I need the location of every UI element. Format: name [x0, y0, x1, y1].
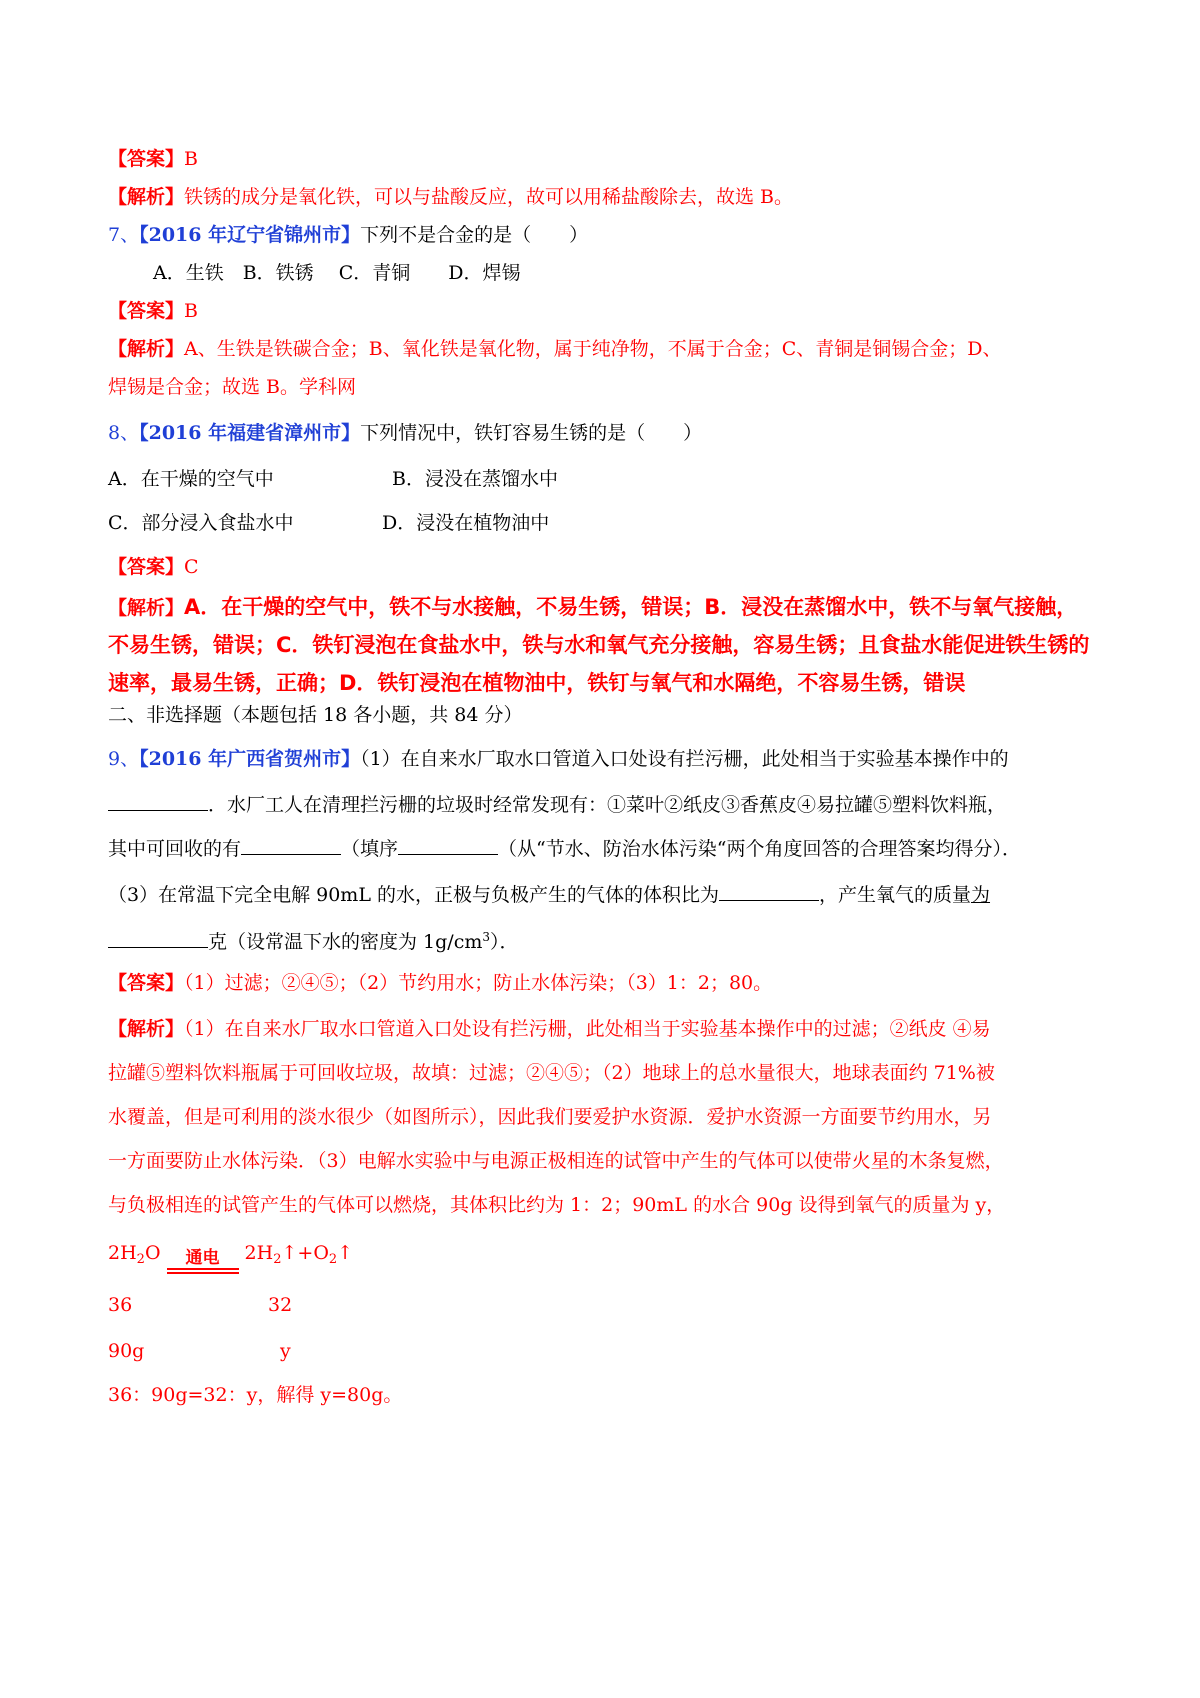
q8-answer: [108, 554, 199, 580]
answer-value: B: [184, 148, 198, 170]
question-source: 【2016 年广西省贺州市】: [139, 748, 361, 770]
q9-stem-line5: [108, 924, 519, 955]
answer-value: C: [184, 556, 199, 578]
question-number: 9、: [108, 748, 140, 770]
q9-analysis-line5: 与负极相连的试管产生的气体可以燃烧，其体积比约为 1：2；90mL 的水合 90g 设得到氧气的质量为 y，: [108, 1194, 1006, 1216]
stem-text: ．水厂工人在清理拦污栅的垃圾时经常发现有：①菜叶②纸皮③香蕉皮④易拉罐⑤塑料饮料瓶，: [208, 794, 1007, 816]
q9-answer: [108, 970, 772, 996]
analysis-label: 【解析】: [108, 186, 185, 208]
q9-stem-line1: [108, 746, 1009, 772]
ratio-mass-left: 36: [108, 1294, 133, 1316]
ratio-val-right: y: [280, 1340, 291, 1362]
answer-value: B: [184, 300, 198, 322]
q6-answer: [108, 146, 198, 172]
q8-stem: [108, 420, 702, 446]
superscript: 3: [482, 930, 490, 944]
q7-analysis-line1: [108, 336, 1001, 362]
q7-analysis-line2: 焊锡是合金；故选 B。学科网: [108, 376, 357, 398]
q9-stem-line4: [108, 880, 990, 908]
blank-4: [719, 880, 819, 901]
q7-options: A．生铁 B．铁锈 C．青铜 D．焊锡: [153, 262, 521, 284]
stem-text-a: （3）在常温下完全电解 90mL 的水，正极与负极产生的气体的体积比为: [108, 884, 719, 906]
q8-option-d: D．浸没在植物油中: [382, 512, 550, 534]
q7-answer: [108, 298, 198, 324]
question-number: 8、: [108, 422, 140, 444]
blank-3: [398, 834, 498, 855]
question-number: 7、: [108, 224, 140, 246]
stem-text-c: 为: [971, 884, 991, 906]
analysis-label: 【解析】: [108, 338, 185, 360]
analysis-label: 【解析】: [108, 1018, 185, 1040]
blank-2: [241, 834, 341, 855]
q9-stem-line2: [108, 790, 1006, 818]
q9-analysis-line3: 水覆盖，但是可利用的淡水很少（如图所示），因此我们要爱护水资源．爱护水资源一方面要节约用水，另: [108, 1106, 992, 1128]
q9-analysis-line2: 拉罐⑤塑料饮料瓶属于可回收垃圾，故填：过滤；②④⑤；（2）地球上的总水量很大，地球表面约 71%被: [108, 1062, 995, 1084]
q8-analysis-line2: 不易生锈，错误；C．铁钉浸泡在食盐水中，铁与水和氧气充分接触，容易生锈；且食盐水能促进铁生锈的: [108, 633, 1090, 657]
stem-text-b: ）．: [490, 931, 519, 953]
question-stem: （1）在自来水厂取水口管道入口处设有拦污栅，此处相当于实验基本操作中的: [360, 748, 1009, 770]
q6-analysis: [108, 184, 793, 210]
blank-5: [108, 927, 208, 948]
chemical-equation: [108, 1240, 353, 1274]
analysis-label: 【解析】: [108, 597, 185, 619]
section-heading: 二、非选择题（本题包括 18 各小题，共 84 分）: [108, 704, 523, 726]
stem-text-c: （从“节水、防治水体污染“两个角度回答的合理答案均得分）．: [498, 838, 1021, 860]
blank-1: [108, 790, 208, 811]
stem-text-b: ，产生氧气的质量: [818, 884, 971, 906]
eq-condition: 通电: [167, 1249, 239, 1274]
question-source: 【2016 年辽宁省锦州市】: [139, 224, 361, 246]
analysis-text: 铁锈的成分是氧化铁，可以与盐酸反应，故可以用稀盐酸除去，故选 B。: [184, 186, 794, 208]
question-stem: 下列情况中，铁钉容易生锈的是（ ）: [360, 422, 703, 444]
ratio-val-left: 90g: [108, 1340, 145, 1362]
solution-line: 36：90g=32：y，解得 y=80g。: [108, 1384, 403, 1406]
analysis-text: （1）在自来水厂取水口管道入口处设有拦污栅，此处相当于实验基本操作中的过滤；②纸皮 ④易: [184, 1018, 991, 1040]
stem-text-a: 克（设常温下水的密度为 1g/cm: [208, 931, 483, 953]
q8-analysis-line1: [108, 594, 1077, 621]
eq-left: $2H_2O$: [108, 1242, 161, 1267]
q7-stem: [108, 222, 588, 248]
q9-analysis-line4: 一方面要防止水体污染．（3）电解水实验中与电源正极相连的试管中产生的气体可以使带火星的木条复燃，: [108, 1150, 1004, 1172]
q8-option-c: C．部分浸入食盐水中: [108, 512, 294, 534]
stem-text-b: （填序: [341, 838, 399, 860]
q8-analysis-line3: 速率，最易生锈，正确；D．铁钉浸泡在植物油中，铁钉与氧气和水隔绝，不容易生锈，错误: [108, 671, 966, 695]
answer-label: 【答案】: [108, 556, 185, 578]
q8-option-a: A．在干燥的空气中: [108, 468, 274, 490]
analysis-text: A、生铁是铁碳合金；B、氧化铁是氧化物，属于纯净物，不属于合金；C、青铜是铜锡合金；D、: [184, 338, 1002, 360]
question-source: 【2016 年福建省漳州市】: [139, 422, 361, 444]
analysis-text: A．在干燥的空气中，铁不与水接触，不易生锈，错误；B．浸没在蒸馏水中，铁不与氧气接触，: [184, 595, 1078, 619]
q9-stem-line3: [108, 834, 1021, 862]
ratio-mass-right: 32: [268, 1294, 293, 1316]
eq-right: $2H_2↑+O_2↑$: [244, 1242, 354, 1267]
q9-analysis-line1: [108, 1016, 991, 1042]
answer-label: 【答案】: [108, 148, 185, 170]
stem-text-a: 其中可回收的有: [108, 838, 242, 860]
q8-option-b: B．浸没在蒸馏水中: [392, 468, 558, 490]
question-stem: 下列不是合金的是（ ）: [360, 224, 589, 246]
answer-label: 【答案】: [108, 300, 185, 322]
answer-text: （1）过滤；②④⑤；（2）节约用水；防止水体污染；（3）1：2；80。: [184, 972, 773, 994]
answer-label: 【答案】: [108, 972, 185, 994]
